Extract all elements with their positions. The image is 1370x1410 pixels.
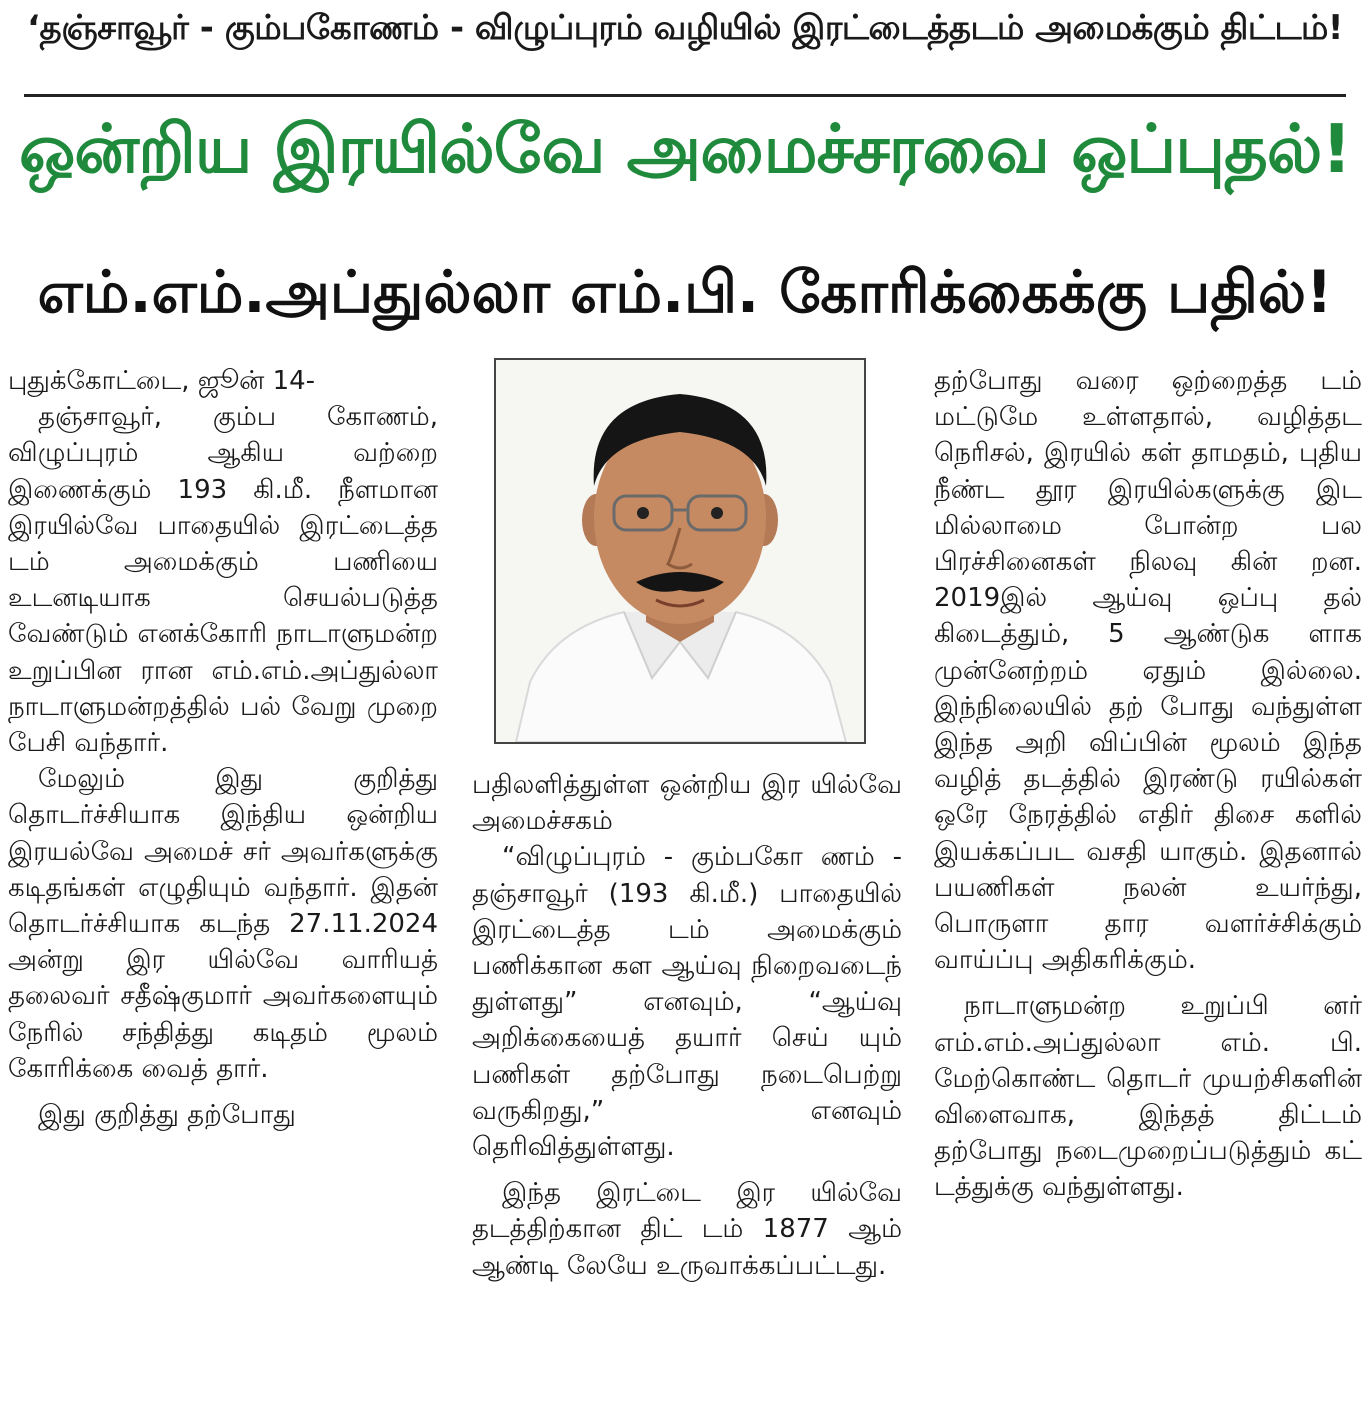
sub-headline: எம்.எம்.அப்துல்லா எம்.பி. கோரிக்கைக்கு பதில்!	[37, 258, 1333, 326]
paragraph: பதிலளித்துள்ள ஒன்றிய இர யில்வே அமைச்சகம்	[472, 770, 902, 837]
paragraph: தற்போது வரை ஒற்றைத்த டம் மட்டுமே உள்ளதால், வழித்தட நெரிசல், இரயில் கள் தாமதம், புதிய நீண்ட தூர இரயில்களுக்கு இட மில்லாமை போன்ற பல பிரச்சினைகள் நிலவு கின் றன. 2019இல் ஆய்வு ஒப்பு தல் கிடைத்தும், 5 ஆண்டுக ளாக முன்னேற்றம் ஏதும் இல்லை. இந்நிலையில் தற் போது வந்துள்ள இந்த அறி விப்பின் மூலம் இந்த வழித் தடத்தில் இரண்டு ரயில்கள் ஒரே நேரத்தில் எதிர் திசை களில் இயக்கப்பட வசதி யாகும். இதனால் பயணிகள் நலன் உயர்ந்து, பொருளா தார வளர்ச்சிக்கும் வாய்ப்பு அதிகரிக்கும்.	[934, 366, 1362, 976]
main-headline: ஒன்றிய இரயில்வே அமைச்சரவை ஒப்புதல்!	[19, 110, 1351, 188]
dateline: புதுக்கோட்டை, ஜூன் 14-	[8, 366, 316, 396]
paragraph: மேலும் இது குறித்து தொடர்ச்சியாக இந்திய ஒன்றிய இரயல்வே அமைச் சர் அவர்களுக்கு கடிதங்கள் எழுதியும் வந்தார். இதன் தொடர்ச்சியாக கடந்த 27.11.2024 அன்று இர யில்வே வாரியத் தலைவர் சதீஷ்குமார் அவர்களையும் நேரில் சந்தித்து கடிதம் மூலம் கோரிக்கை வைத் தார்.	[8, 764, 438, 1084]
article-column-2	[472, 767, 902, 1284]
paragraph: இந்த இரட்டை இர யில்வே தடத்திற்கான திட் டம் 1877 ஆம் ஆண்டி லேயே உருவாக்கப்பட்டது.	[472, 1178, 902, 1281]
kicker-headline: ‘தஞ்சாவூர் - கும்பகோணம் - விழுப்புரம் வழியில் இரட்டைத்தடம் அமைக்கும் திட்டம்!	[27, 8, 1343, 48]
top-divider	[24, 94, 1346, 97]
paragraph: தஞ்சாவூர், கும்ப கோணம், விழுப்புரம் ஆகிய வற்றை இணைக்கும் 193 கி.மீ. நீளமான இரயில்வே பாதையில் இரட்டைத்த டம் அமைக்கும் பணியை உடனடியாக செயல்படுத்த வேண்டும் எனக்கோரி நாடாளுமன்ற உறுப்பின ரான எம்.எம்.அப்துல்லா நாடாளுமன்றத்தில் பல் வேறு முறை பேசி வந்தார்.	[8, 402, 438, 759]
paragraph: இது குறித்து தற்போது	[38, 1100, 296, 1131]
paragraph: நாடாளுமன்ற உறுப்பி னர் எம்.எம்.அப்துல்லா எம். பி. மேற்கொண்ட தொடர் முயற்சிகளின் விளைவாக, இந்தத் திட்டம் தற்போது நடைமுறைப்படுத்தும் கட் டத்துக்கு வந்துள்ளது.	[934, 991, 1362, 1203]
portrait-illustration	[496, 360, 864, 742]
mp-portrait-photo	[494, 358, 866, 744]
article-column-1	[8, 363, 438, 1133]
paragraph: “விழுப்புரம் - கும்பகோ ணம் - தஞ்சாவூர் (193 கி.மீ.) பாதையில் இரட்டைத்த டம் அமைக்கும் பணிக்கான கள ஆய்வு நிறைவடைந் துள்ளது” எனவும், “ஆய்வு அறிக்கையைத் தயார் செய் யும் பணிகள் தற்போது நடைபெற்று வருகிறது,” எனவும் தெரிவித்துள்ளது.	[472, 842, 902, 1163]
article-column-3	[934, 363, 1362, 1206]
